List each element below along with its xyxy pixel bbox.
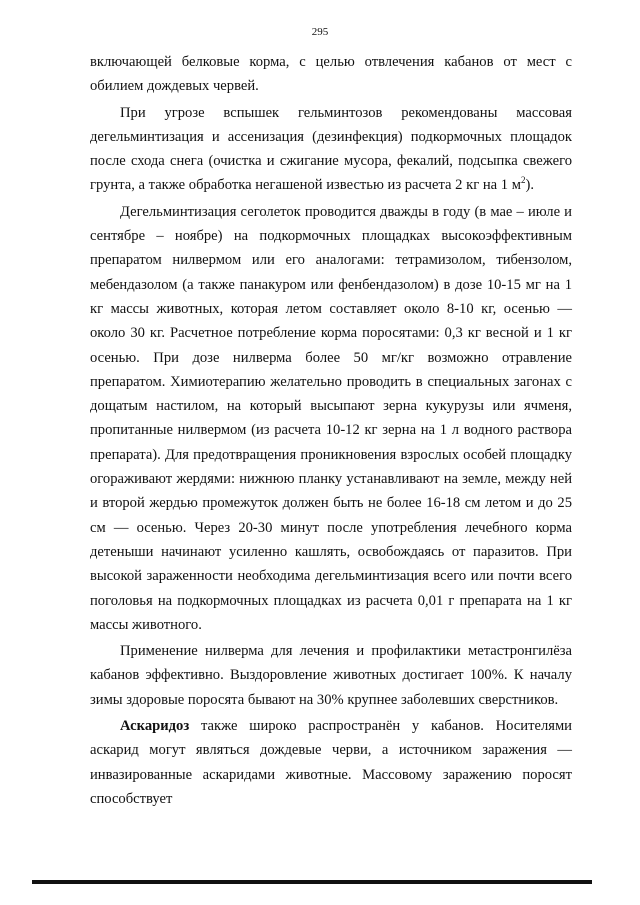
paragraph-ascariasis [90, 714, 572, 811]
paragraph-deworming-procedure [90, 200, 572, 637]
paragraph-continuation [90, 50, 572, 99]
paragraph-text: При угрозе вспышек гельминтозов рекомендованы массовая дегельминтизация и ассенизация (дезинфекция) подкормочных площадок после схода снега (очистка и сжигание мусора, фекалий, подсыпка свежего грунта, а также обработка негашеной известью из расчета 2 кг на 1 м [90, 104, 572, 194]
bottom-rule [32, 880, 592, 884]
paragraph-text: включающей белковые корма, с целью отвлечения кабанов от мест с обилием дождевых червей. [90, 54, 572, 95]
paragraph-text: Применение нилверма для лечения и профилактики метастронгилёза кабанов эффективно. Выздоровление животных достигает 100%. К началу зимы здоровые поросята бывают на 30% крупнее заболевших сверстников. [90, 643, 572, 708]
bold-term: Аскаридоз [120, 718, 190, 735]
superscript: 2 [520, 175, 526, 186]
document-body [90, 50, 572, 813]
paragraph-nilverm-efficacy [90, 639, 572, 712]
paragraph-text: Дегельминтизация сеголеток проводится дважды в году (в мае – июле и сентябре – ноябре) на подкормочных площадках высокоэффективным препаратом нилвермом или его аналогами: тетрамизолом, тибензолом, мебендазолом (а также панакуром или фенбендазолом) в дозе 10-15 мг на 1 кг массы животных, которая летом составляет около 8-10 кг, осенью — около 30 кг. Расчетное потребление корма поросятами: 0,3 кг весной и 1 кг осенью. При дозе нилверма более 50 мг/кг возможно отравление препаратом. Химиотерапию желательно проводить в специальных загонах с дощатым настилом, на который высыпают зерна кукурузы или ячменя, пропитанные нилвермом (из расчета 10-12 кг зерна на 1 л водного раствора препарата). Для предотвращения проникновения взрослых особей площадку огораживают жердями: нижнюю планку устанавливают на земле, между ней и второй жердью промежуток должен быть не более 16-18 см летом и до 25 см — осенью. Через 20-30 минут после употребления лечебного корма детеныши начинают усиленно кашлять, освобождаясь от паразитов. При высокой зараженности необходима дегельминтизация всего или почти всего поголовья на подкормочных площадках из расчета 0,01 г препарата на 1 кг массы животного. [90, 203, 572, 633]
paragraph-tail: ). [525, 177, 534, 194]
page-number: 295 [311, 26, 329, 38]
paragraph-text: также широко распространён у кабанов. Носителями аскарид могут являться дождевые черви, а источником заражения — инвазированные аскаридами животные. Массовому заражению поросят способствует [90, 718, 572, 807]
paragraph-helminth-prevention [90, 101, 572, 198]
